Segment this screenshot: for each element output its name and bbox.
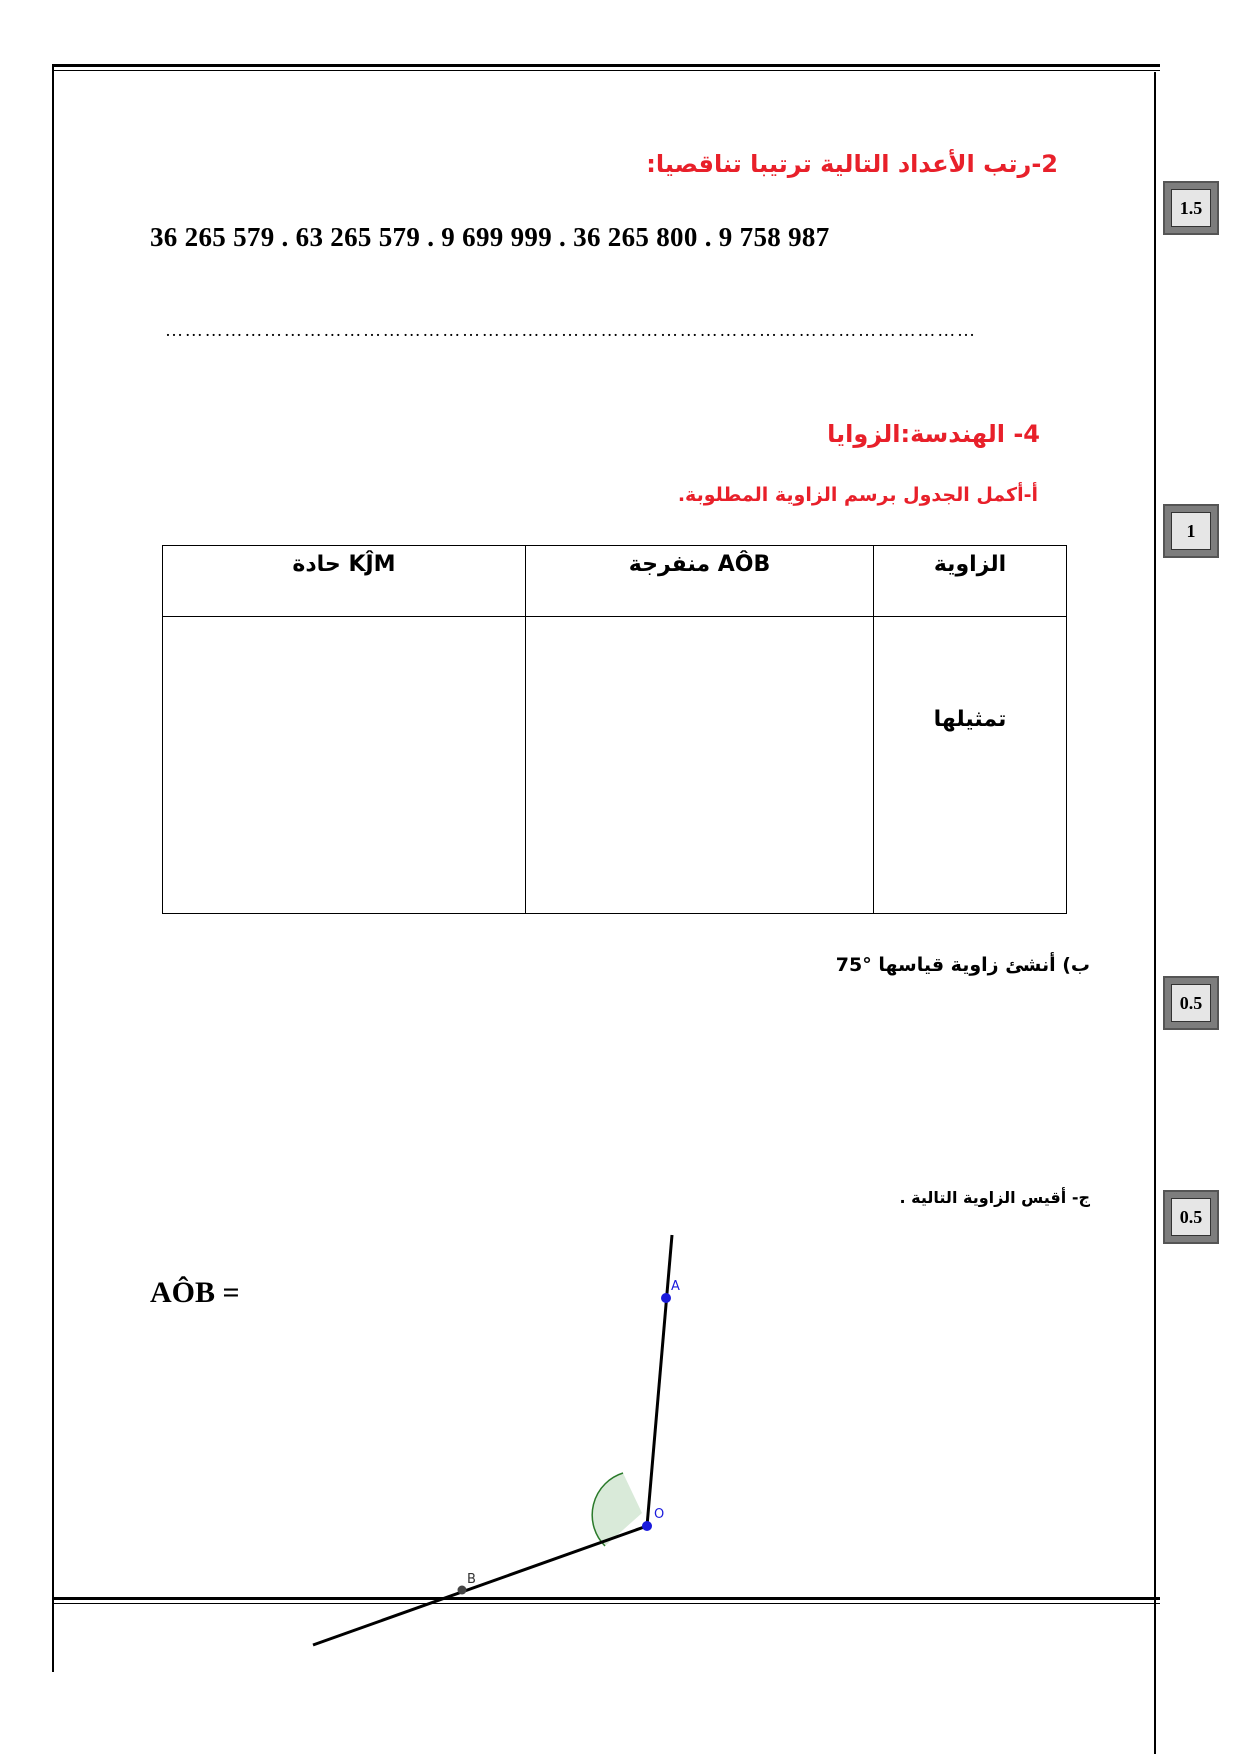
row-label-representation: تمثيلها (874, 617, 1067, 914)
numbers-to-order: 36 265 579 . 63 265 579 . 9 699 999 . 36 265 800 . 9 758 987 (150, 222, 830, 252)
score-value: 0.5 (1171, 984, 1211, 1022)
part-b-instruction: ب) أنشئ زاوية قياسها °75 (835, 954, 1090, 976)
aob-measure-prompt: AÔB = (150, 1276, 240, 1309)
point-b-label: B (467, 1572, 476, 1587)
part-c-instruction: ج- أقيس الزاوية التالية . (899, 1188, 1090, 1207)
angle-arc-fill (592, 1473, 642, 1546)
section2-title-text: 2-رتب الأعداد التالية ترتيبا تناقصيا: (646, 150, 1058, 178)
point-a (661, 1293, 671, 1303)
ray-ob (313, 1526, 647, 1645)
header-acute: KĴM حادة (163, 546, 526, 617)
answer-line: …………………………………………………………………………………………………………… (165, 320, 977, 340)
point-o-label: O (654, 1507, 665, 1522)
score-value: 0.5 (1171, 1198, 1211, 1236)
section4-title: 4- الهندسة:الزوايا (827, 420, 1040, 448)
header-angle: الزاوية (874, 546, 1067, 617)
ray-oa (647, 1235, 672, 1526)
point-a-label: A (671, 1279, 680, 1294)
point-o (642, 1521, 652, 1531)
score-value: 1 (1171, 512, 1211, 550)
score-value: 1.5 (1171, 189, 1211, 227)
part-a-instruction: أ-أكمل الجدول برسم الزاوية المطلوبة. (677, 484, 1038, 506)
point-b (458, 1586, 467, 1595)
header-obtuse: AÔB منفرجة (526, 546, 874, 617)
